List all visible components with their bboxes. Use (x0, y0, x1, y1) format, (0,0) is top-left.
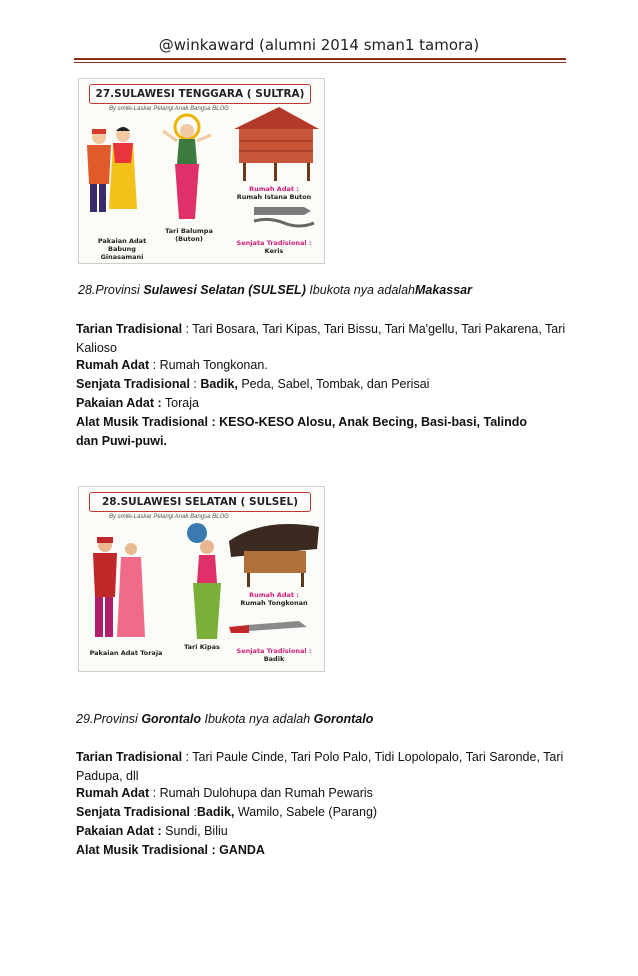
tari-label: Tari Kipas (184, 643, 220, 651)
section-28-tarian: Tarian Tradisional : Tari Bosara, Tari Kipas, Tari Bissu, Tari Ma'gellu, Tari Pakarena, Tari Kalioso (76, 322, 566, 355)
pakaian-label: Pakaian Adat Toraja (89, 649, 163, 657)
sulsel-illustration (78, 486, 325, 672)
rumah-title: Rumah Adat : (249, 591, 299, 599)
senjata-title: Senjata Tradisional : (236, 647, 312, 655)
rumah-label: Rumah Istana Buton (236, 193, 312, 201)
senjata-title: Senjata Tradisional : (236, 239, 312, 247)
card-title: 27.SULAWESI TENGGARA ( SULTRA) (89, 84, 311, 104)
section-29-rumah: Rumah Adat : Rumah Dulohupa dan Rumah Pewaris (76, 786, 373, 800)
card-subtitle: By smile-Laskar Pelangi Anak Bangsa BLOG (109, 106, 229, 112)
section-28-senjata: Senjata Tradisional : Badik, Peda, Sabel, Tombak, dan Perisai (76, 377, 430, 391)
section-29-pakaian: Pakaian Adat : Sundi, Biliu (76, 824, 228, 838)
page-header: @winkaward (alumni 2014 sman1 tamora) (158, 36, 480, 54)
section-28-pakaian: Pakaian Adat : Toraja (76, 396, 199, 410)
rumah-title: Rumah Adat : (249, 185, 299, 193)
card-title: 28.SULAWESI SELATAN ( SULSEL) (89, 492, 311, 512)
section-28-rumah: Rumah Adat : Rumah Tongkonan. (76, 358, 268, 372)
section-28-heading: 28.Provinsi Sulawesi Selatan (SULSEL) Ibukota nya adalahMakassar (78, 283, 472, 297)
section-28-musik: Alat Musik Tradisional : KESO-KESO Alosu, Anak Becing, Basi-basi, Talindo dan Puwi-puwi. (76, 415, 528, 448)
section-29-tarian: Tarian Tradisional : Tari Paule Cinde, Tari Polo Palo, Tidi Lopolopalo, Tari Saronde, Tari Padupa, dll (76, 750, 564, 783)
sultra-illustration (78, 78, 325, 264)
section-29-musik: Alat Musik Tradisional : GANDA (76, 843, 265, 857)
section-29-heading: 29.Provinsi Gorontalo Ibukota nya adalah Gorontalo (76, 712, 374, 726)
senjata-label: Keris (264, 247, 284, 255)
card-subtitle: By smile-Laskar Pelangi Anak Bangsa BLOG (109, 514, 229, 520)
rumah-label: Rumah Tongkonan (240, 599, 308, 607)
header-rule-thin (74, 62, 566, 63)
section-29-senjata: Senjata Tradisional :Badik, Wamilo, Sabele (Parang) (76, 805, 378, 819)
pakaian-label: Pakaian Adat Babung Ginasamani (97, 237, 147, 261)
header-rule (74, 58, 566, 60)
senjata-label: Badik (263, 655, 285, 663)
tari-label: Tari Balumpa (Buton) (165, 227, 213, 243)
